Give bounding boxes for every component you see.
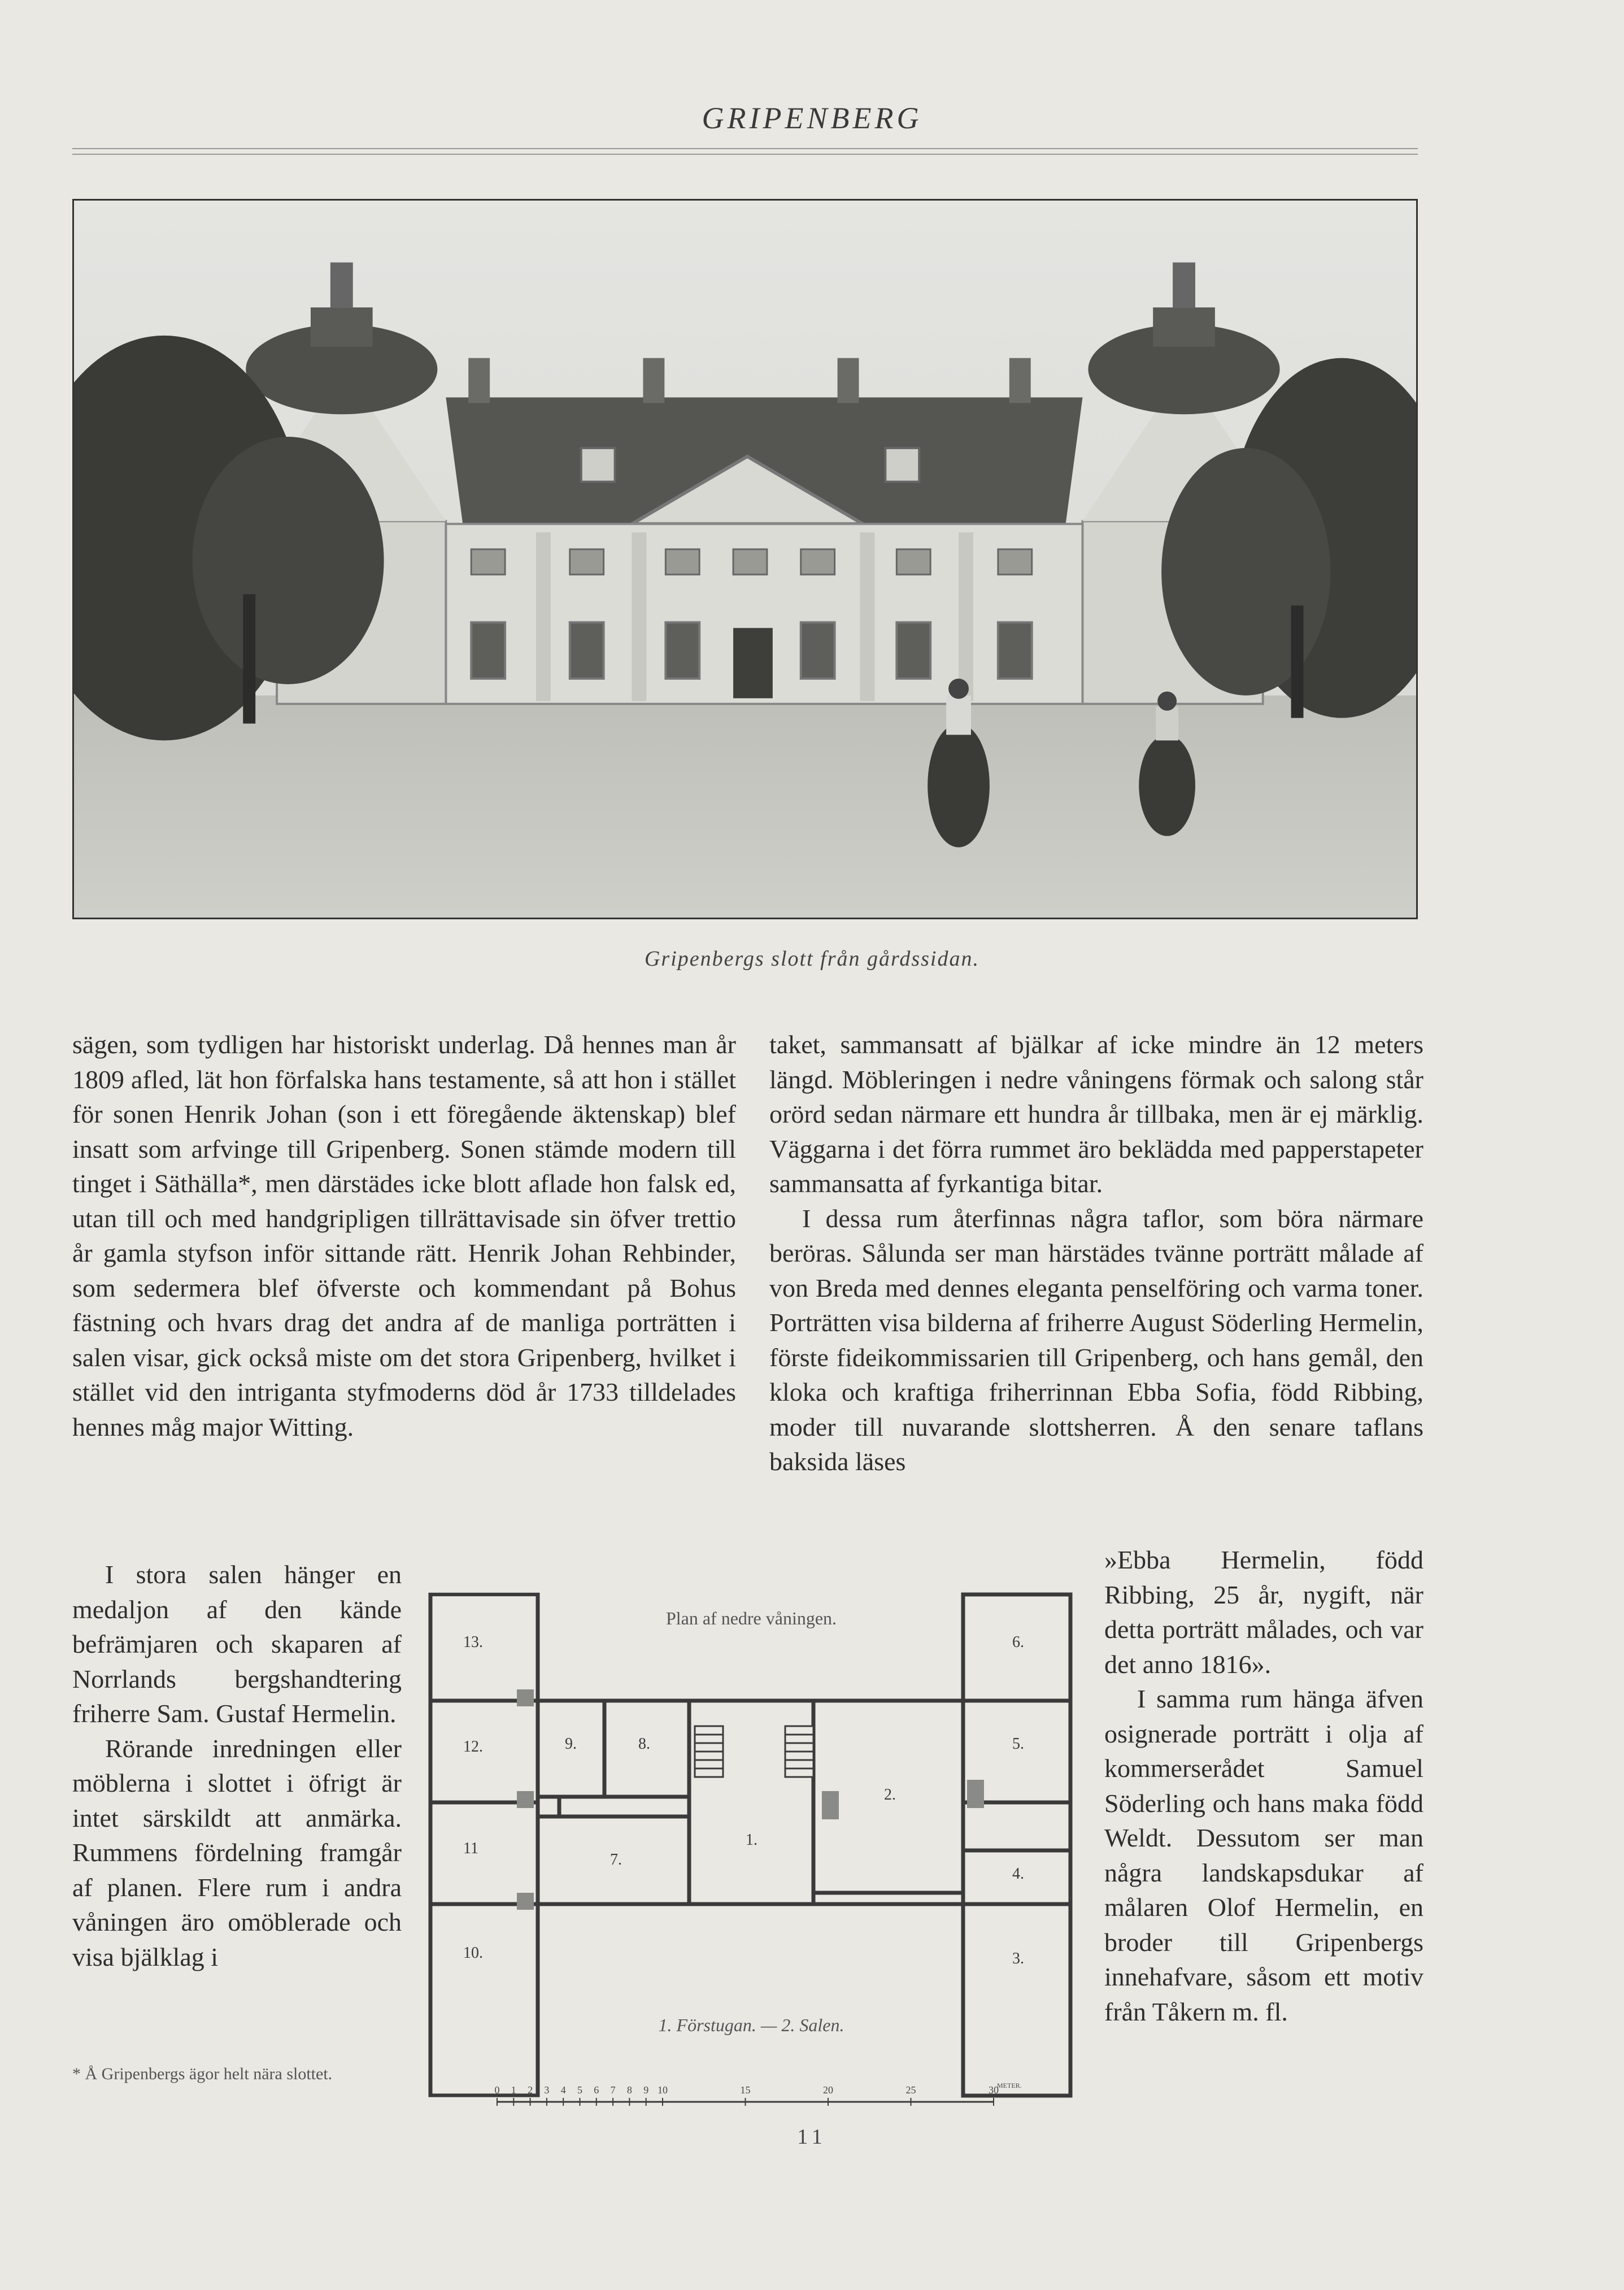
text-column-right-top	[769, 1027, 1423, 1479]
scale-tick-label: 10	[658, 2084, 668, 2096]
scale-tick-label: 0	[494, 2084, 500, 2096]
room-label-4: 4.	[1012, 1865, 1024, 1883]
scale-unit: METER.	[997, 2082, 1022, 2089]
scale-tick-label: 2	[528, 2084, 533, 2096]
room-label-8: 8.	[638, 1735, 650, 1753]
scale-tick-label: 20	[823, 2084, 833, 2096]
room-label-13: 13.	[463, 1633, 483, 1651]
room-label-2: 2.	[884, 1786, 896, 1804]
paragraph: »Ebba Hermelin, född Ribbing, 25 år, nygift, när detta porträtt målades, och var det anno 1816».	[1104, 1545, 1423, 1679]
photo-caption: Gripenbergs slott från gårdssidan.	[644, 947, 979, 971]
scale-tick-label: 5	[577, 2084, 582, 2096]
room-label-6: 6.	[1012, 1633, 1024, 1651]
paragraph: I samma rum hänga äfven osignerade porträtt i olja af kommerserådet Samuel Söderling och hans maka född Weldt. Dessutom ser man några landskapsdukar af målaren Olof Hermelin, en broder till Gripenbergs innehafvare, såsom ett motiv från Tåkern m. fl.	[1104, 1684, 1423, 2026]
room-label-5: 5.	[1012, 1735, 1024, 1753]
scale-tick-label: 1	[511, 2084, 516, 2096]
header-rule-bottom	[72, 154, 1418, 155]
paragraph: taket, sammansatt af bjälkar af icke mindre än 12 meters längd. Möbleringen i nedre våningens förmak och salong står orörd sedan närmare ett hundra år tillbaka, men är ej märklig. Väggarna i det förra rummet äro beklädda med papperstapeter sammansatta af fyrkantiga bitar.	[769, 1030, 1423, 1198]
paragraph: Rörande inredningen eller möblerna i slottet i öfrigt är intet särskildt att anmärka. Rummens fördelning framgår af planen. Flere rum i andra våningen äro omöblerade och visa bjälklag i	[72, 1733, 402, 1971]
plan-title: Plan af nedre våningen.	[665, 1608, 837, 1628]
scale-tick-label: 7	[610, 2084, 616, 2096]
floor-plan	[424, 1579, 1085, 2110]
text-column-left-top	[72, 1027, 736, 1444]
scale-tick-label: 4	[560, 2084, 566, 2096]
plan-legend: 1. Förstugan. — 2. Salen.	[658, 2015, 844, 2035]
text-column-right-bottom	[1104, 1542, 1423, 2029]
room-label-3: 3.	[1012, 1950, 1024, 1967]
scale-tick-label: 15	[740, 2084, 751, 2096]
room-label-10: 10.	[463, 1944, 483, 1962]
scale-tick-label: 8	[626, 2084, 632, 2096]
room-label-1: 1.	[746, 1831, 757, 1849]
scale-tick-label: 3	[544, 2084, 550, 2096]
text-column-left-bottom	[72, 1557, 402, 1974]
castle-photograph	[72, 199, 1418, 919]
footnote: * Å Gripenbergs ägor helt nära slottet.	[72, 2065, 333, 2083]
paragraph: sägen, som tydligen har historiskt underlag. Då hennes man år 1809 afled, lät hon förfalska hans testamente, så att hon i stället för sonen Henrik Johan (son i ett föregående äktenskap) blef insatt som arfvinge till Gripenberg. Sonen stämde modern till tinget i Säthälla*, men därstädes icke blott aflade hon falsk ed, utan till och med handgripligen tillrättavisade sin öfver trettio år gamla styfson inför sittande rätt. Henrik Johan Rehbinder, som sedermera blef öfverste och kommendant på Bohus fästning och hvars drag det andra af de manliga porträtten i salen visar, gick också miste om det stora Gripenberg, hvilket i stället vid den intriganta styfmoderns död år 1733 tilldelades hennes måg major Witting.	[72, 1030, 736, 1441]
paragraph: I stora salen hänger en medaljon af den kände befrämjaren och skaparen af Norrlands bergshandtering friherre Sam. Gustaf Hermelin.	[72, 1560, 402, 1728]
header-rule-top	[72, 148, 1418, 149]
running-head: GRIPENBERG	[702, 101, 922, 135]
scale-tick-label: 30	[989, 2084, 999, 2096]
scale-tick-label: 25	[905, 2084, 916, 2096]
room-label-7: 7.	[610, 1851, 622, 1868]
scale-tick-label: 9	[643, 2084, 649, 2096]
page-number: 11	[797, 2125, 827, 2149]
room-label-12: 12.	[463, 1738, 483, 1755]
paragraph: I dessa rum återfinnas några taflor, som böra närmare beröras. Sålunda ser man härstädes tvänne porträtt målade af von Breda med dennes eleganta penselföring och varma toner. Porträtten visa bilderna af friherre August Söderling Hermelin, förste fideikommissarien till Gripenberg, och hans gemål, den kloka och kraftiga friherrinnan Ebba Sofia, född Ribbing, moder till nuvarande slottsherren. Å den senare taflans baksida läses	[769, 1203, 1423, 1476]
scale-tick-label: 6	[594, 2084, 599, 2096]
room-label-9: 9.	[565, 1735, 577, 1753]
room-label-11: 11	[463, 1840, 478, 1857]
